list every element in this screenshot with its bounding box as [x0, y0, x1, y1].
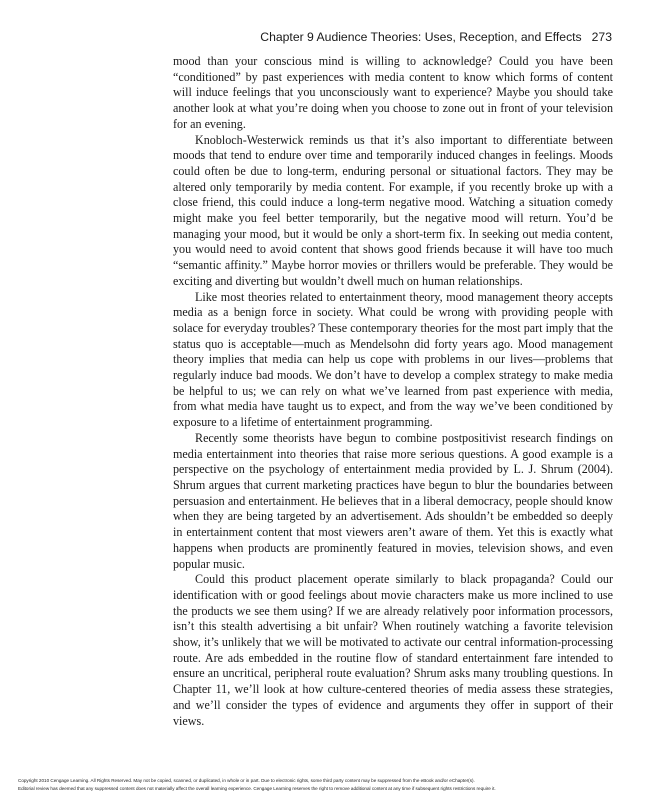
copyright-notice: Copyright 2010 Cengage Learning. All Rights Reserved. May not be copied, scanned, or duplicated, in whole or in part. Due to electronic rights, some third party content may be suppressed from the eBook and/or eChapter(s).	[18, 778, 475, 783]
paragraph-continued: mood than your conscious mind is willing to acknowledge? Could you have been “conditioned” by past experiences with media content to know which forms of content will induce feelings that you unconsciously want to experience? Maybe you should take another look at what you’re doing when you choose to zone out in front of your television for an evening.	[173, 54, 613, 131]
chapter-title: Chapter 9 Audience Theories: Uses, Reception, and Effects	[260, 30, 582, 44]
editorial-notice: Editorial review has deemed that any suppressed content does not materially affect the overall learning experience. Cengage Learning reserves the right to remove additional content at any time if subsequent rights restrictions require it.	[18, 786, 496, 791]
body-text	[173, 54, 613, 729]
paragraph-shrum: Recently some theorists have begun to combine postpositivist research findings on media entertainment into theories that raise more serious questions. A good example is a perspective on the psychology of entertainment media provided by L. J. Shrum (2004). Shrum argues that current marketing practices have begun to blur the boundaries between persuasion and entertainment. He believes that in a liberal democracy, people should know when they are being targeted by an advertisement. Ads shouldn’t be embedded so deeply in entertainment content that most viewers aren’t aware of them. Yet this is exactly what happens when products are prominently featured in movies, television shows, and even popular music.	[173, 430, 613, 571]
running-head	[170, 30, 612, 44]
page-number: 273	[591, 30, 612, 44]
paragraph-product-placement: Could this product placement operate similarly to black propaganda? Could our identification with or good feelings about movie characters make us more inclined to use the products we see them using? If we are already relatively poor information processors, isn’t this stealth advertising a bit unfair? When routinely watching a favorite television show, it’s unlikely that we will be motivated to activate our central information-processing route. Are ads embedded in the routine flow of standard entertainment fare intended to ensure an uncritical, peripheral route evaluation? Shrum asks many troubling questions. In Chapter 11, we’ll look at how culture-centered theories of media assess these strategies, and we’ll consider the types of evidence and arguments they offer in support of their views.	[173, 572, 613, 728]
paragraph-mood-management: Like most theories related to entertainment theory, mood management theory accepts media as a benign force in society. What could be wrong with providing people with solace for everyday troubles? These contemporary theories for the most part imply that the status quo is acceptable—much as Mendelsohn did forty years ago. Mood management theory implies that media can help us cope with problems in our lives—problems that regularly induce bad moods. We don’t have to develop a complex strategy to make media be helpful to us; we can rely on what we’ve learned from past experience with media, from what media have taught us to expect, and from the way we’ve been conditioned by exposure to a lifetime of entertainment programming.	[173, 289, 613, 430]
paragraph-knobloch: Knobloch-Westerwick reminds us that it’s also important to differentiate between moods that tend to endure over time and temporarily induced changes in feelings. Moods could often be due to long-term, enduring personal or situational factors. They may be altered only temporarily by media content. For example, if you recently broke up with a close friend, this could induce a long-term negative mood. Watching a situation comedy might make you feel better temporarily, but the negative mood will return. You’d be managing your mood, but it would be only a short-term fix. In seeking out media content, you would need to avoid content that shows good friends because it will have too much “semantic affinity.” Maybe horror movies or thrillers would be preferable. They would be exciting and diverting but wouldn’t dwell much on human relationships.	[173, 132, 613, 288]
